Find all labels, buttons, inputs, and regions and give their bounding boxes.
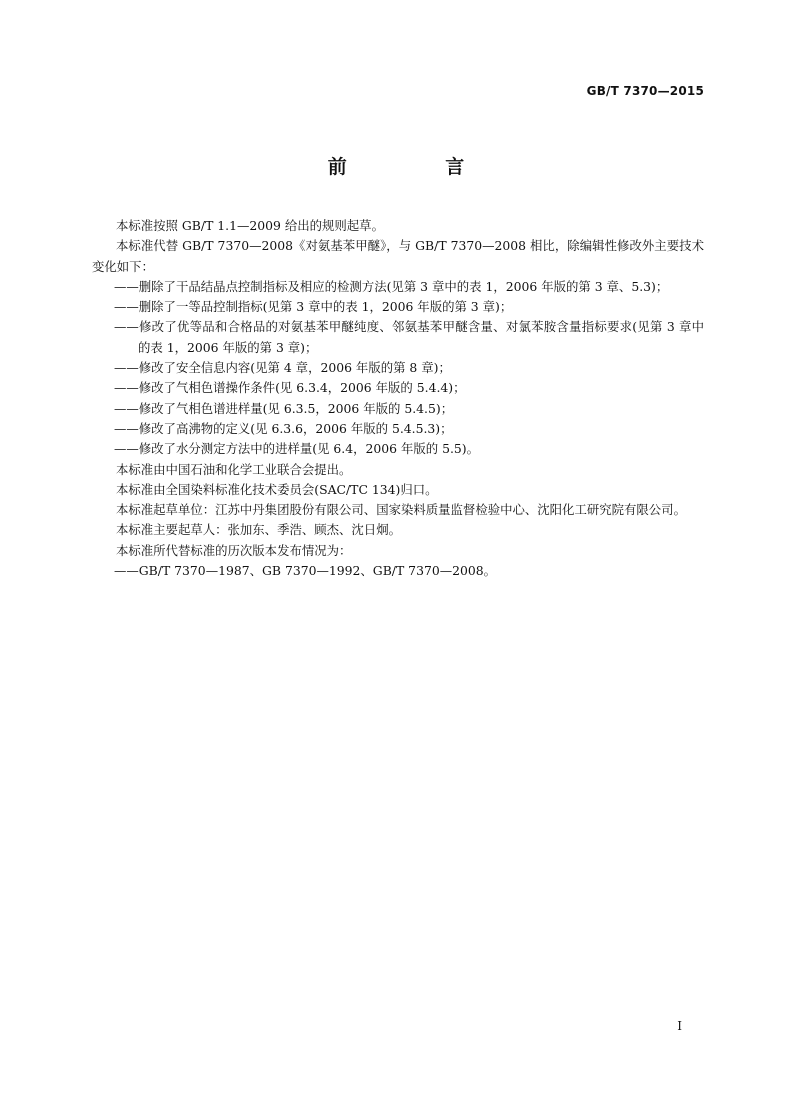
change-item: ——修改了气相色谱操作条件(见 6.3.4，2006 年版的 5.4.4)； [114,380,466,396]
paragraph-replaces: 本标准代替 GB/T 7370—2008《对氨基苯甲醚》，与 GB/T 7370—2008 相比，除编辑性修改外主要技术变化如下： [92,238,704,274]
change-item: ——删除了干品结晶点控制指标及相应的检测方法(见第 3 章中的表 1，2006 年版的第 3 章、5.3)； [114,278,669,294]
paragraph-drafting-rules: 本标准按照 GB/T 1.1—2009 给出的规则起草。 [116,218,384,233]
paragraph-drafting-units: 本标准起草单位：江苏中丹集团股份有限公司、国家染料质量监督检验中心、沈阳化工研究院有限公司。 [116,502,686,518]
change-item: ——修改了水分测定方法中的进样量(见 6.4，2006 年版的 5.5)。 [114,441,480,457]
page-title: 前 言 [327,156,511,178]
paragraph-history: 本标准所代替标准的历次版本发布情况为： [116,542,352,558]
document-body [92,216,704,581]
paragraph-centralized-by: 本标准由全国染料标准化技术委员会(SAC/TC 134)归口。 [116,481,438,497]
change-item: ——修改了安全信息内容(见第 4 章，2006 年版的第 8 章)； [114,360,451,376]
change-item: ——修改了气相色谱进样量(见 6.3.5，2006 年版的 5.4.5)； [114,400,454,416]
change-item: ——修改了优等品和合格品的对氨基苯甲醚纯度、邻氨基苯甲醚含量、对氯苯胺含量指标要求(见第 3 章中的表 1，2006 年版的第 3 章)； [114,319,704,355]
change-item: ——修改了高沸物的定义(见 6.3.6，2006 年版的 5.4.5.3)； [114,420,453,436]
history-item: ——GB/T 7370—1987、GB 7370—1992、GB/T 7370—2008。 [114,563,497,579]
paragraph-drafters: 本标准主要起草人：张加东、季浩、顾杰、沈日炯。 [116,522,401,538]
page-number: I [677,1019,682,1033]
standard-number: GB/T 7370—2015 [586,84,704,98]
paragraph-proposed-by: 本标准由中国石油和化学工业联合会提出。 [116,461,352,477]
change-item: ——删除了一等品控制指标(见第 3 章中的表 1，2006 年版的第 3 章)； [114,299,513,315]
